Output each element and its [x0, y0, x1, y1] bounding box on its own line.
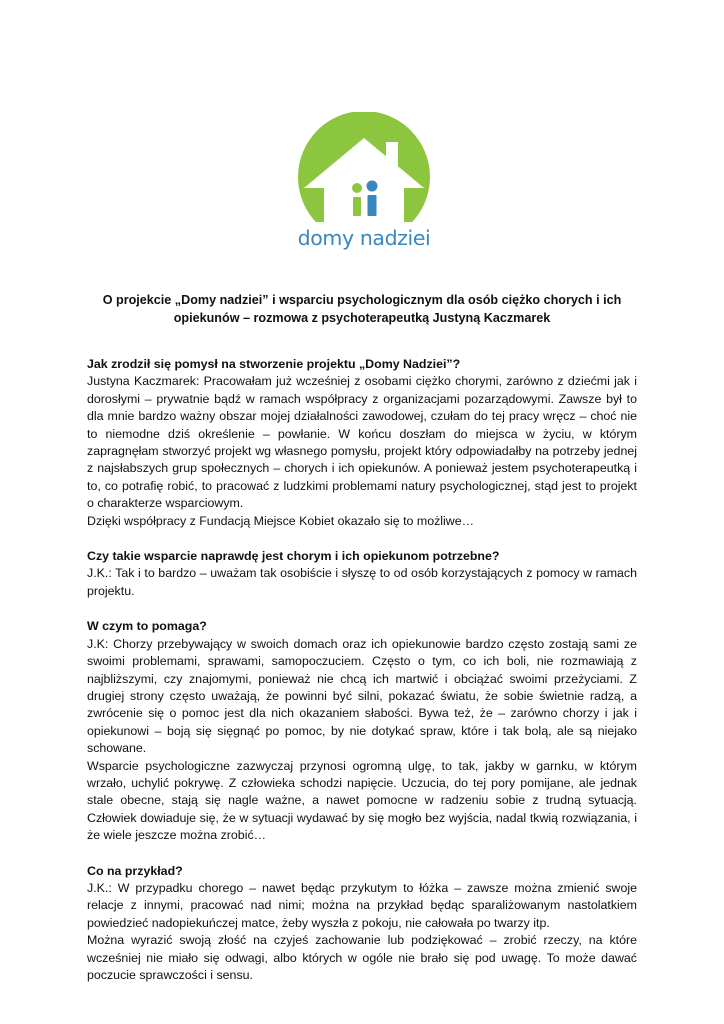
- answer-paragraph: Można wyrazić swoją złość na czyjeś zachowanie lub podziękować – zrobić rzeczy, na które wcześniej nie miało się odwagi, albo których w ogóle nie brało się pod uwagę. To może dawać poczucie sprawczości i sensu.: [87, 933, 637, 982]
- title-line-2: opiekunów – rozmowa z psychoterapeutką Justyną Kaczmarek: [173, 310, 551, 325]
- figure-green-head: [352, 183, 362, 193]
- question-heading: W czym to pomaga?: [87, 619, 207, 634]
- answer-paragraph: Justyna Kaczmarek: Pracowałam już wcześniej z osobami ciężko chorymi, zarówno z dziećmi jak i dorosłymi – prywatnie bądź w ramach współpracy z organizacjami pozarządowymi. Zawsze był to dla mnie bardzo ważny obszar mojej działalności zawodowej, czułam do tej pracy wręcz – choć nie to niemodne dziś określenie – powłanie. W końcu doszłam do miejsca w życiu, w którym zapragnęłam stworzyć projekt wg własnego pomysłu, projekt który odpowiadałby na potrzeby jednej z najsłabszych grup społecznych – chorych i ich opiekunów. A ponieważ jestem psychoterapeutką i to, co potrafię robić, to pracować z ludzkimi problemami natury psychologicznej, stąd jest to projekt o charakterze wsparciowym.: [87, 374, 637, 511]
- answer-paragraph: J.K.: W przypadku chorego – nawet będąc przykutym to łóżka – zawsze można zmienić swoje relacje z innymi, pracować nad nimi; można na przykład będąc sparaliżowanym nastolatkiem powiedzieć nadopiekuńczej matce, żeby wyszła z pokoju, nie całowała po twarzy itp.: [87, 880, 637, 930]
- page-title: [87, 292, 637, 327]
- answer-paragraph: J.K.: Tak i to bardzo – uważam tak osobiście i słyszę to od osób korzystających z pomocy w ramach projektu.: [87, 566, 637, 598]
- section-3: [87, 618, 637, 844]
- house-chimney: [386, 142, 398, 168]
- question-heading: Co na przykład?: [87, 863, 183, 878]
- logo: [290, 112, 438, 254]
- question-heading: Czy takie wsparcie naprawdę jest chorym i ich opiekunom potrzebne?: [87, 549, 500, 564]
- section-1: [87, 356, 637, 530]
- figure-green-body: [353, 197, 361, 216]
- figure-blue-head: [367, 181, 378, 192]
- interview-body: [87, 356, 637, 984]
- house-body: [324, 182, 404, 222]
- section-4: [87, 863, 637, 985]
- section-2: [87, 548, 637, 600]
- answer-paragraph: Dzięki współpracy z Fundacją Miejsce Kobiet okazało się to możliwe…: [87, 513, 475, 528]
- logo-text: domy nadziei: [297, 226, 431, 250]
- figure-blue-body: [368, 195, 377, 216]
- title-line-1: O projekcie „Domy nadziei” i wsparciu psychologicznym dla osób ciężko chorych i ich: [102, 293, 622, 307]
- answer-paragraph: Wsparcie psychologiczne zazwyczaj przynosi ogromną ulgę, to tak, jakby w garnku, w którym wrzało, uchylić pokrywę. Z człowieka schodzi napięcie. Uczucia, do tej pory pomijane, ale jednak stale obecne, stają się nagle ważne, a nawet pomocne w radzeniu sobie z trudną sytuacją. Człowiek dowiaduje się, że w sytuacji wydawać by się mogło bez wyjścia, nadal tkwią rozwiązania, i że wiele jeszcze można zrobić…: [87, 758, 637, 843]
- question-heading: Jak zrodził się pomysł na stworzenie projektu „Domy Nadziei”?: [87, 357, 461, 371]
- answer-paragraph: J.K: Chorzy przebywający w swoich domach oraz ich opiekunowie bardzo często zostają sami ze swoimi problemami, sprawami, samopoczuciem. Często o tym, co ich boli, nie rozmawiają z najbliższymi, czy znajomymi, ponieważ nie chcą ich martwić i obciążać swoimi przeżyciami. Z drugiej strony często uważają, że powinni być silni, pokazać światu, że sobie świetnie radzą, a zwrócenie się o pomoc jest dla nich okazaniem słabości. Bywa też, że – zarówno chorzy i jak i opiekunowi – boją się sięgnąć po pomoc, by nie dotykać spraw, które i tak bolą, ale są niejako schowane.: [87, 636, 637, 756]
